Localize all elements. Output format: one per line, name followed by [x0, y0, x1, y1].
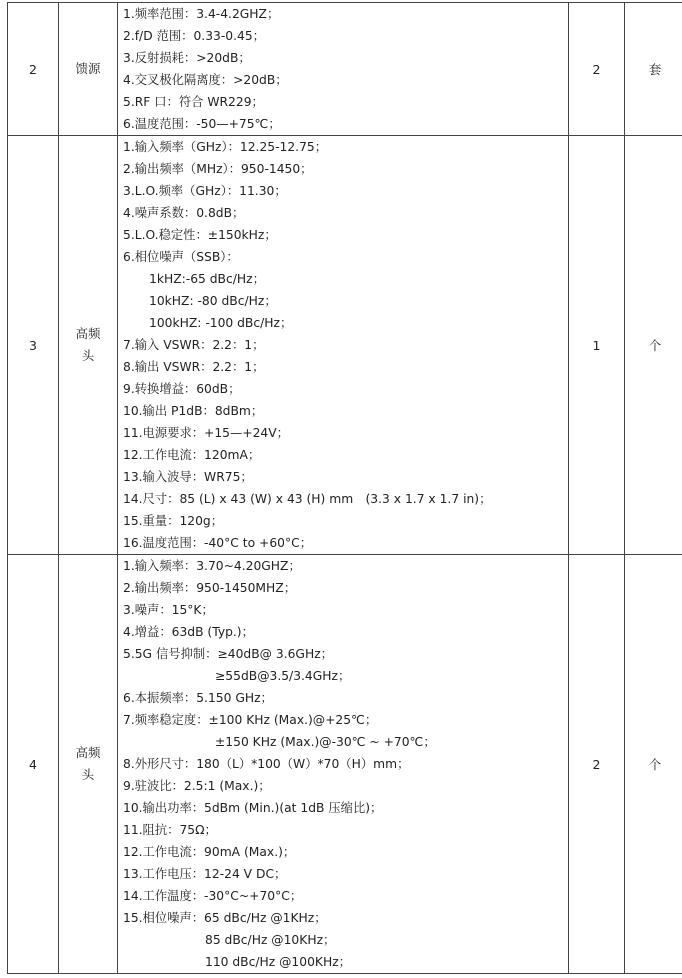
- item-spec-cell: [118, 555, 569, 974]
- item-unit-cell: 个: [625, 555, 682, 974]
- item-name: 馈源: [75, 61, 101, 76]
- spec-line: 2.输出频率（MHz）：950-1450；: [123, 162, 313, 176]
- spec-line: 1.输入频率：3.70~4.20GHZ；: [123, 559, 301, 573]
- table-row: [8, 555, 682, 974]
- item-quantity-cell: 1: [569, 136, 625, 555]
- spec-line: 11.电源要求：+15—+24V；: [123, 426, 289, 440]
- item-unit-cell: 套: [625, 3, 682, 136]
- spec-line: 11.阻抗：75Ω；: [123, 823, 217, 837]
- spec-line: 13.工作电压：12-24 V DC；: [123, 867, 287, 881]
- item-quantity-cell: 2: [569, 555, 625, 974]
- item-quantity-cell: 2: [569, 3, 625, 136]
- spec-line: 15.相位噪声：65 dBc/Hz @1KHz；: [123, 911, 327, 925]
- spec-line: 9.转换增益：60dB；: [123, 382, 241, 396]
- spec-line: 14.工作温度：-30°C~+70°C；: [123, 889, 303, 903]
- spec-line: 10.输出功率：5dBm (Min.)(at 1dB 压缩比)；: [123, 801, 383, 815]
- item-number-cell: 2: [8, 3, 59, 136]
- spec-line: 1.输入频率（GHz）：12.25-12.75；: [123, 140, 328, 154]
- item-name-cell: [59, 555, 118, 974]
- spec-line: 5.RF 口：符合 WR229；: [123, 95, 264, 109]
- spec-table: [7, 2, 682, 974]
- spec-line: 8.输出 VSWR：2.2：1；: [123, 360, 265, 374]
- spec-line: ≥55dB@3.5/3.4GHz；: [215, 669, 351, 683]
- item-number-cell: 3: [8, 136, 59, 555]
- spec-line: 16.温度范围：-40°C to +60°C；: [123, 536, 313, 550]
- item-number-cell: 4: [8, 555, 59, 974]
- item-name-cell: [59, 136, 118, 555]
- spec-line: 12.工作电流：120mA；: [123, 448, 261, 462]
- spec-line: 2.输出频率：950-1450MHZ；: [123, 581, 296, 595]
- spec-line: 4.噪声系数：0.8dB；: [123, 206, 245, 220]
- table-row: [8, 136, 682, 555]
- spec-line: 12.工作电流：90mA (Max.)；: [123, 845, 296, 859]
- spec-line: 10.输出 P1dB：8dBm；: [123, 404, 264, 418]
- spec-line: 85 dBc/Hz @10KHz；: [205, 933, 336, 947]
- spec-line: 4.增益：63dB (Typ.)；: [123, 625, 254, 639]
- spec-line: 7.输入 VSWR：2.2：1；: [123, 338, 265, 352]
- spec-line: 15.重量：120g；: [123, 514, 224, 528]
- spec-line: 1kHZ:-65 dBc/Hz；: [149, 272, 265, 286]
- spec-line: 3.反射损耗：>20dB；: [123, 51, 251, 65]
- item-name: 高频头: [75, 326, 101, 363]
- spec-line: 10kHZ: -80 dBc/Hz；: [149, 294, 277, 308]
- spec-line: 100kHZ: -100 dBc/Hz；: [149, 316, 293, 330]
- table-row: [8, 3, 682, 136]
- spec-line: 5.L.O.稳定性：±150kHz；: [123, 228, 277, 242]
- spec-line: ±150 KHz (Max.)@-30℃ ~ +70℃；: [215, 735, 436, 749]
- item-unit-cell: 个: [625, 136, 682, 555]
- spec-line: 3.L.O.频率（GHz）：11.30；: [123, 184, 287, 198]
- item-name: 高频头: [75, 745, 101, 782]
- spec-line: 9.驻波比：2.5:1 (Max.)；: [123, 779, 271, 793]
- spec-line: 1.频率范围：3.4-4.2GHZ；: [123, 7, 280, 21]
- item-spec-cell: [118, 136, 569, 555]
- spec-line: 13.输入波导：WR75；: [123, 470, 253, 484]
- item-name-cell: [59, 3, 118, 136]
- item-spec-cell: [118, 3, 569, 136]
- spec-line: 5.5G 信号抑制：≥40dB@ 3.6GHz；: [123, 647, 333, 661]
- spec-line: 6.相位噪声（SSB）：: [123, 250, 239, 264]
- spec-line: 110 dBc/Hz @100KHz；: [205, 955, 351, 969]
- spec-line: 14.尺寸：85 (L) x 43 (W) x 43 (H) mm (3.3 x 1.7 x 1.7 in)；: [123, 492, 492, 506]
- spec-line: 4.交叉极化隔离度：>20dB；: [123, 73, 288, 87]
- spec-line: 6.本振频率：5.150 GHz；: [123, 691, 273, 705]
- spec-line: 2.f/D 范围：0.33-0.45；: [123, 29, 265, 43]
- spec-line: 8.外形尺寸：180（L）*100（W）*70（H）mm；: [123, 757, 410, 771]
- spec-line: 7.频率稳定度：±100 KHz (Max.)@+25℃；: [123, 713, 378, 727]
- spec-line: 6.温度范围：-50—+75℃；: [123, 117, 281, 131]
- spec-line: 3.噪声：15°K；: [123, 603, 214, 617]
- spec-table-body: [8, 3, 682, 974]
